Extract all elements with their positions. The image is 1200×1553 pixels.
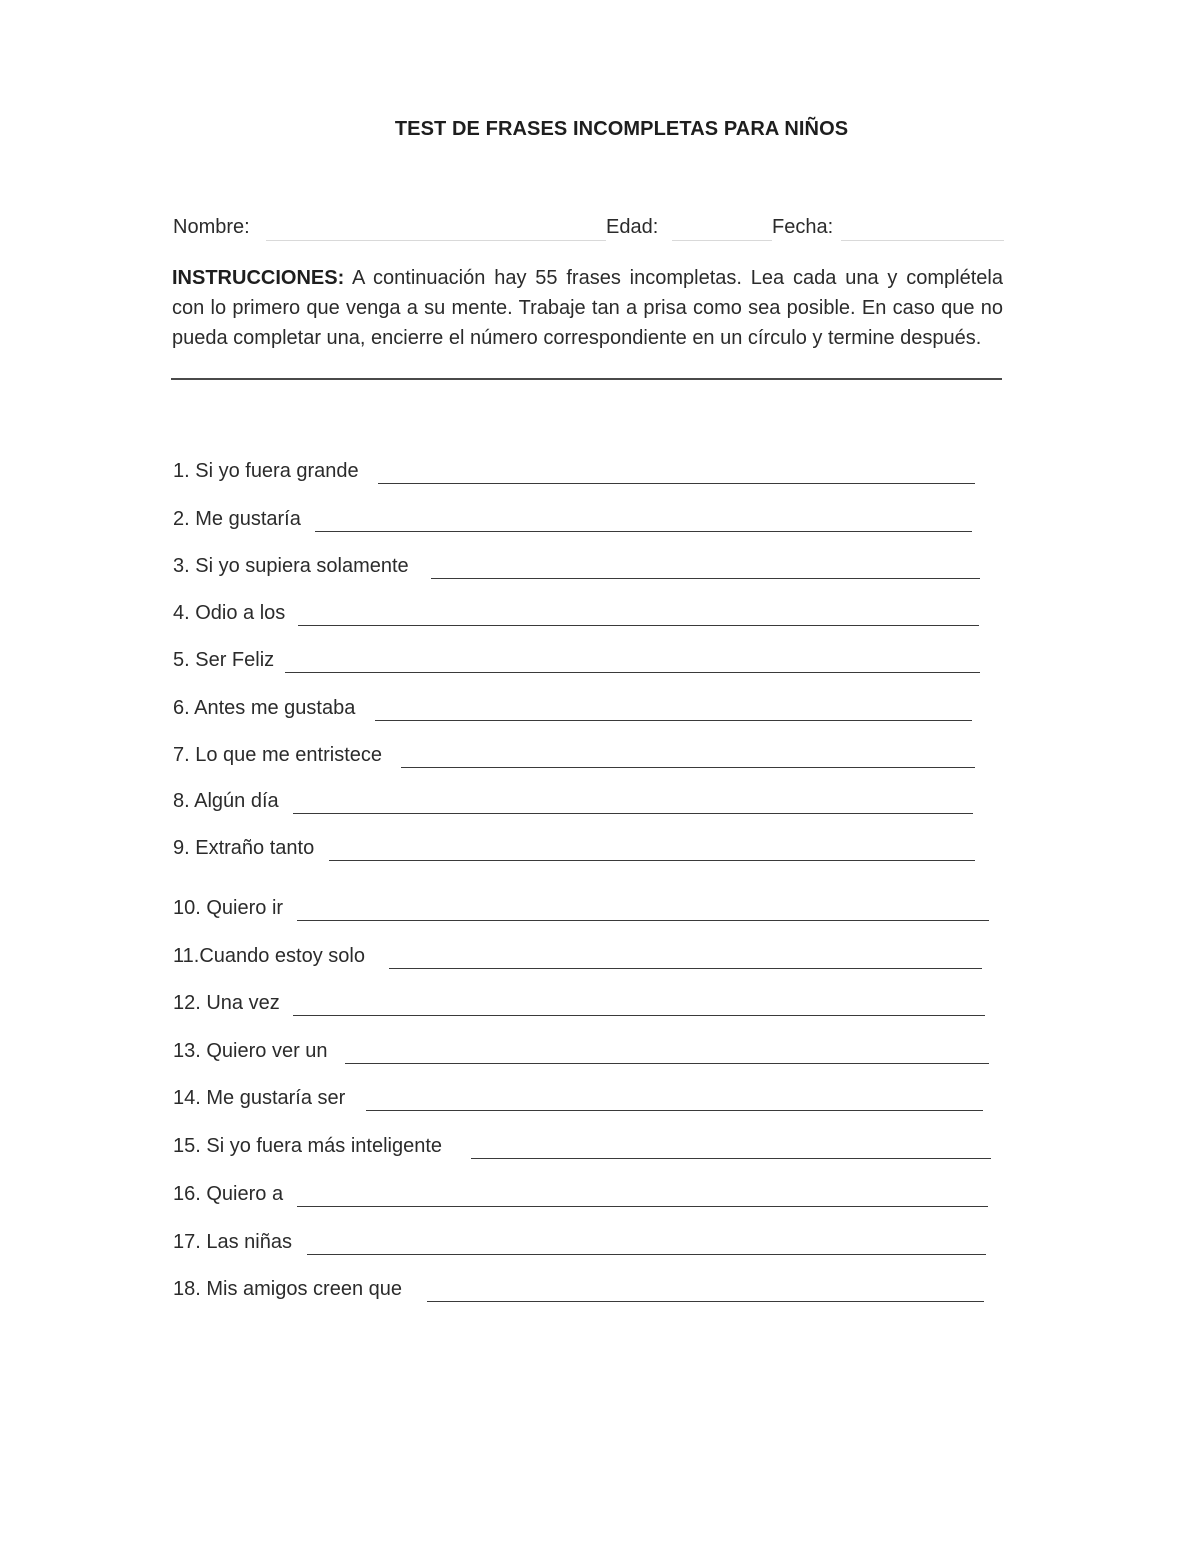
instructions-text: A continuación hay 55 frases incompletas. Lea cada una y complétela con lo primero que venga a su mente. Trabaje tan a prisa como sea posible. En caso que no pueda completar una, encierre el número correspondiente en un círculo y termine después. bbox=[172, 267, 1003, 349]
sentence-text: 15. Si yo fuera más inteligente bbox=[173, 1135, 443, 1157]
instructions-heading: INSTRUCCIONES: bbox=[172, 267, 345, 289]
answer-line[interactable] bbox=[297, 1206, 988, 1207]
sentence-item-15 bbox=[173, 1135, 991, 1165]
sentence-item-2 bbox=[173, 508, 972, 538]
sentence-text: 16. Quiero a bbox=[173, 1183, 284, 1205]
sentence-item-12 bbox=[173, 992, 985, 1022]
age-field-line[interactable] bbox=[672, 240, 772, 241]
answer-line[interactable] bbox=[378, 483, 975, 484]
answer-line[interactable] bbox=[375, 720, 972, 721]
sentence-text: 3. Si yo supiera solamente bbox=[173, 555, 409, 577]
sentence-text: 14. Me gustaría ser bbox=[173, 1087, 346, 1109]
answer-line[interactable] bbox=[366, 1110, 983, 1111]
answer-line[interactable] bbox=[427, 1301, 984, 1302]
answer-line[interactable] bbox=[293, 1015, 985, 1016]
page-title: TEST DE FRASES INCOMPLETAS PARA NIÑOS bbox=[394, 118, 849, 140]
sentence-item-3 bbox=[173, 555, 980, 585]
sentence-item-6 bbox=[173, 697, 972, 727]
header-fields bbox=[173, 214, 1005, 244]
sentence-text: 4. Odio a los bbox=[173, 602, 286, 624]
answer-line[interactable] bbox=[389, 968, 982, 969]
sentence-text: 11.Cuando estoy solo bbox=[173, 945, 365, 967]
sentence-text: 1. Si yo fuera grande bbox=[173, 460, 359, 482]
sentence-item-7 bbox=[173, 744, 975, 774]
answer-line[interactable] bbox=[293, 813, 973, 814]
sentence-text: 13. Quiero ver un bbox=[173, 1040, 328, 1062]
sentence-item-1 bbox=[173, 460, 975, 490]
sentence-item-10 bbox=[173, 897, 989, 927]
name-label: Nombre: bbox=[173, 216, 250, 238]
sentence-text: 18. Mis amigos creen que bbox=[173, 1278, 403, 1300]
answer-line[interactable] bbox=[329, 860, 975, 861]
sentence-item-11 bbox=[173, 945, 982, 975]
sentence-item-14 bbox=[173, 1087, 983, 1117]
answer-line[interactable] bbox=[401, 767, 975, 768]
answer-line[interactable] bbox=[431, 578, 980, 579]
sentence-item-17 bbox=[173, 1231, 986, 1261]
sentence-text: 6. Antes me gustaba bbox=[173, 697, 356, 719]
sentence-item-5 bbox=[173, 649, 980, 679]
sentence-text: 7. Lo que me entristece bbox=[173, 744, 383, 766]
answer-line[interactable] bbox=[297, 920, 989, 921]
sentence-item-9 bbox=[173, 837, 975, 867]
answer-line[interactable] bbox=[471, 1158, 991, 1159]
sentence-text: 2. Me gustaría bbox=[173, 508, 301, 530]
sentence-item-13 bbox=[173, 1040, 989, 1070]
instructions-paragraph bbox=[172, 263, 1003, 353]
instructions-divider bbox=[171, 378, 1002, 380]
sentence-text: 17. Las niñas bbox=[173, 1231, 292, 1253]
answer-line[interactable] bbox=[298, 625, 979, 626]
sentence-item-16 bbox=[173, 1183, 988, 1213]
sentence-item-18 bbox=[173, 1278, 984, 1308]
sentence-text: 8. Algún día bbox=[173, 790, 279, 812]
answer-line[interactable] bbox=[345, 1063, 989, 1064]
sentence-text: 12. Una vez bbox=[173, 992, 280, 1014]
sentence-text: 10. Quiero ir bbox=[173, 897, 284, 919]
sentence-text: 5. Ser Feliz bbox=[173, 649, 275, 671]
name-field-line[interactable] bbox=[266, 240, 606, 241]
answer-line[interactable] bbox=[307, 1254, 986, 1255]
sentence-item-8 bbox=[173, 790, 973, 820]
sentence-item-4 bbox=[173, 602, 979, 632]
date-label: Fecha: bbox=[772, 216, 834, 238]
answer-line[interactable] bbox=[285, 672, 980, 673]
age-label: Edad: bbox=[606, 216, 659, 238]
sentence-text: 9. Extraño tanto bbox=[173, 837, 315, 859]
answer-line[interactable] bbox=[315, 531, 972, 532]
date-field-line[interactable] bbox=[841, 240, 1004, 241]
